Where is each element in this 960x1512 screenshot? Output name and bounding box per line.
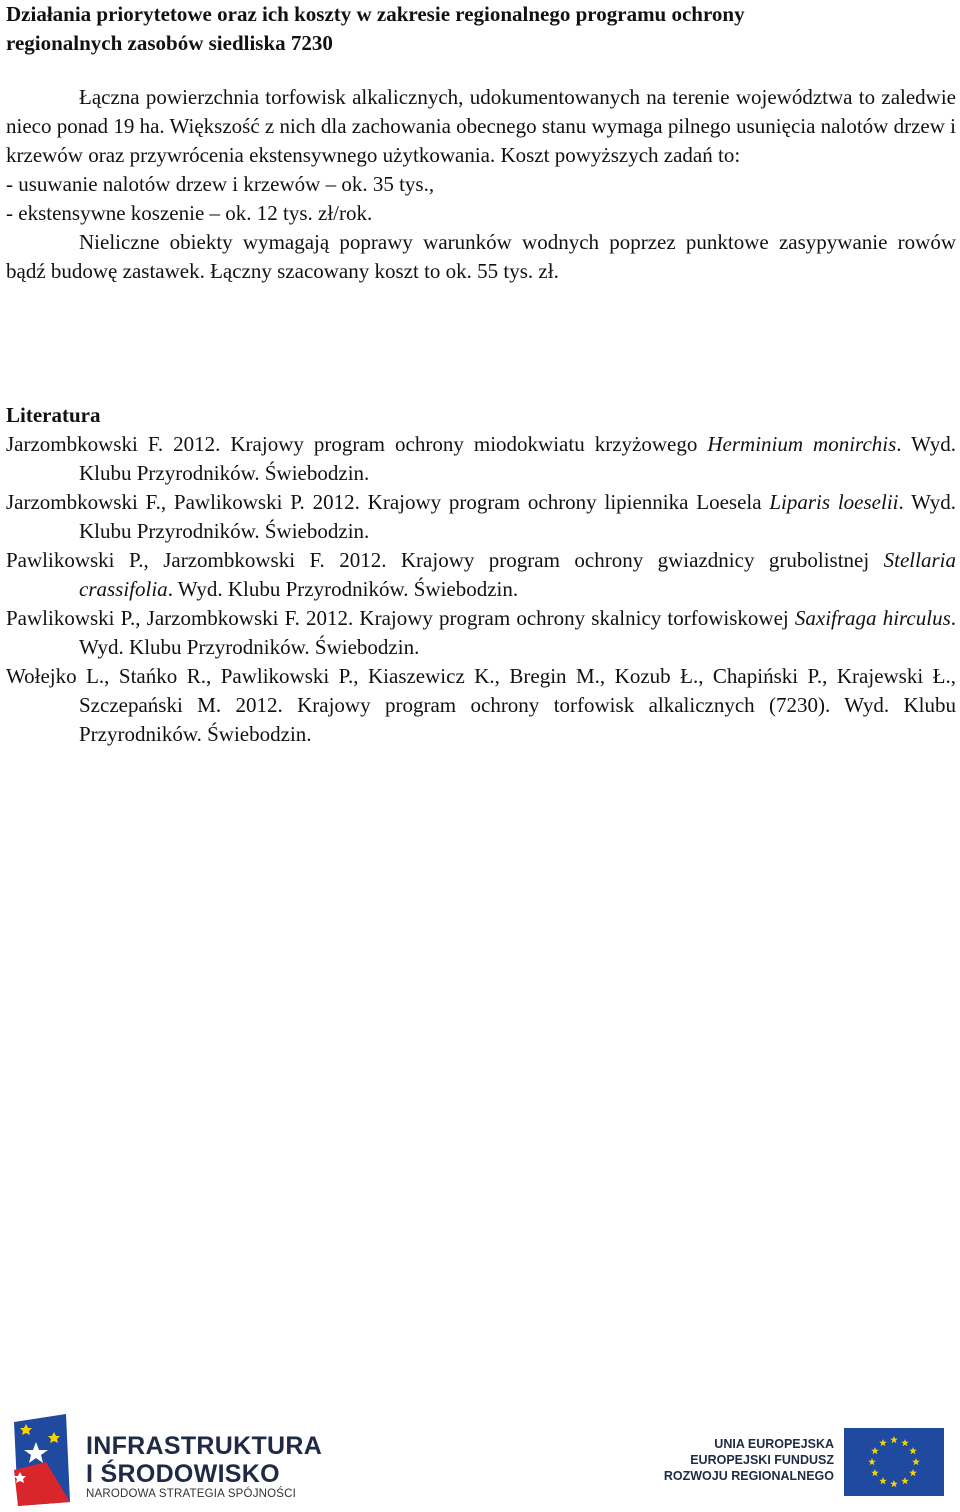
heading-line-2: regionalnych zasobów siedliska 7230 [6, 31, 333, 55]
cost-item-clearing: - usuwanie nalotów drzew i krzewów – ok. 35 tys., [6, 172, 435, 196]
ref-publisher: . Wyd. Klubu Przyrodników. Świebodzin. [79, 432, 956, 485]
ref-text: Pawlikowski P., Jarzombkowski F. 2012. Krajowy program ochrony gwiazdnicy grubolistnej [6, 548, 884, 572]
ref-text: Jarzombkowski F., Pawlikowski P. 2012. Krajowy program ochrony lipiennika Loesela [6, 490, 770, 514]
ref-species: Herminium monirchis [707, 432, 897, 456]
ref-publisher: . Wyd. Klubu Przyrodników. Świebodzin. [79, 490, 956, 543]
eu-text-line-2: EUROPEJSKI FUNDUSZ [690, 1453, 834, 1467]
ref-species: Stellaria crassifolia [79, 548, 956, 601]
body-text [6, 83, 956, 286]
literature-ref [6, 488, 956, 546]
ref-publisher: . Wyd. Klubu Przyrodników. Świebodzin. [79, 606, 957, 659]
literature-ref [6, 662, 956, 749]
heading-line-1: Działania priorytetowe oraz ich koszty w zakresie regionalnego programu ochrony [6, 2, 745, 26]
ref-publisher: . Wyd. Klubu Przyrodników. Świebodzin. [167, 577, 519, 601]
ref-text: Pawlikowski P., Jarzombkowski F. 2012. Krajowy program ochrony skalnicy torfowiskowej [6, 606, 795, 630]
literature-ref [6, 604, 956, 662]
infrastruktura-logo [6, 1410, 323, 1510]
ref-species: Saxifraga hirculus [794, 606, 951, 630]
paragraph-area: Łączna powierzchnia torfowisk alkalicznych, udokumentowanych na terenie województwa to zaledwie nieco ponad 19 ha. Większość z nich dla zachowania obecnego stanu wymaga pilnego usunięcia nalotów drzew i krzewów oraz przywrócenia ekstensywnego użytkowania. Koszt powyższych zadań to: [6, 85, 956, 167]
eu-flag-icon [844, 1428, 944, 1496]
eu-logo [663, 1428, 944, 1496]
literature-title: Literatura [6, 403, 101, 427]
eu-text-line-3: ROZWOJU REGIONALNEGO [663, 1469, 834, 1483]
logo-title-line-1: INFRASTRUKTURA [86, 1432, 323, 1460]
ref-text: Jarzombkowski F. 2012. Krajowy program ochrony miodokwiatu krzyżowego [6, 432, 708, 456]
literature-ref [6, 430, 956, 488]
section-heading [6, 0, 956, 58]
cohesion-flag-icon [6, 1412, 76, 1508]
logo-subtitle: NARODOWA STRATEGIA SPÓJNOŚCI [86, 1488, 297, 1500]
eu-text [664, 1436, 834, 1484]
literature-ref [6, 546, 956, 604]
cost-item-mowing: - ekstensywne koszenie – ok. 12 tys. zł/rok. [6, 201, 373, 225]
ref-species: Liparis loeselii [769, 490, 899, 514]
eu-text-line-1: UNIA EUROPEJSKA [714, 1437, 834, 1451]
logo-title [86, 1432, 322, 1488]
paragraph-water: Nieliczne obiekty wymagają poprawy warunków wodnych poprzez punktowe zasypywanie rowów bądź budowę zastawek. Łączny szacowany koszt to ok. 55 tys. zł. [6, 230, 956, 283]
ref-text: Wołejko L., Stańko R., Pawlikowski P., Kiaszewicz K., Bregin M., Kozub Ł., Chapiński P., Krajewski Ł., Szczepański M. 2012. Krajowy program ochrony torfowisk alkalicznych (7230). Wyd. Klubu Przyrodników. Świebodzin. [6, 664, 956, 746]
logo-title-line-2: I ŚRODOWISKO [86, 1460, 280, 1488]
literature-list [6, 430, 956, 749]
